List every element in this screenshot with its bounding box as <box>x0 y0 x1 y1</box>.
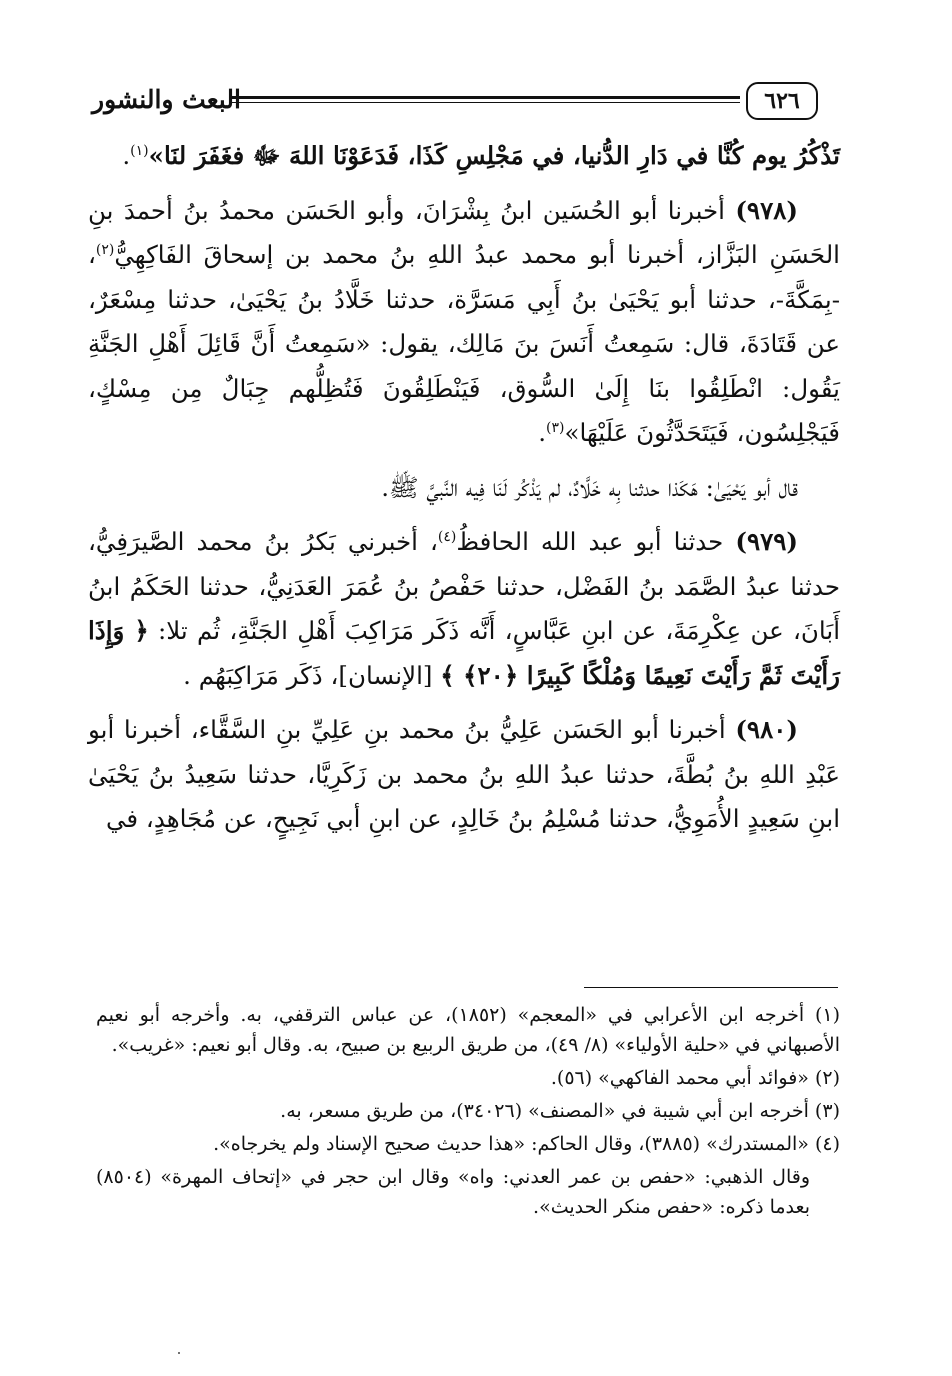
footnote-2: (٢) «فوائد أبي محمد الفاكهي» (٥٦). <box>550 1067 840 1089</box>
hadith-text: ، -بِمَكَّةَ-، حدثنا أبو يَحْيَىٰ بنُ أَبِي مَسَرَّة، حدثنا خَلَّادُ بنُ يَحْيَىٰ، حدثنا مِسْعَرٌ، عن قَتَادَةَ، قال: سَمِعتُ أَنَسَ بنَ مَالِك، يقول: «سَمِعتُ أَنَّ قَائِلَ أَهْلِ الجَنَّةِ يَقُول: انْطَلِقُوا بنَا إِلَىٰ السُّوق، فَيَنْطَلِقُونَ فَتُظِلُّهم جِبَالٌ مِن مِسْكٍ، فَيَجْلِسُون، فَيَتَحَدَّثُونَ عَلَيْهَا» <box>88 240 840 447</box>
footnote-4-continuation: وقال الذهبي: «حفص بن عمر العدني: واه» وقال ابن حجر في «إتحاف المهرة» (٨٥٠٤) بعدما ذكره: «حفص منكر الحديث». <box>96 1166 810 1218</box>
hadith-980 <box>88 708 840 842</box>
hadith-number: (٩٨٠) <box>735 715 798 744</box>
footnote-ref: (٤) <box>437 528 457 545</box>
hadith-978 <box>88 189 840 456</box>
footnotes <box>96 1000 840 1225</box>
quran-verse: ﴿ وَإِذَا رَأَيْتَ ثَمَّ رَأَيْتَ نَعِيمًا وَمُلْكًا كَبِيرًا ﴿٢٠﴾ ﴾ <box>88 616 840 690</box>
footnote-ref: (١) <box>130 142 149 159</box>
hadith-number: (٩٧٨) <box>735 195 798 225</box>
paragraph-continuation <box>88 134 840 179</box>
hadith-isnad: أخبرنا أبو الحُسَين ابنُ بِشْرَانَ، وأبو الحَسَن محمدُ بنُ أحمدَ بنِ الحَسَنِ البَزَّاز، أخبرنا أبو محمد عبدُ اللهِ بنُ محمد بن إسحاقَ الفَاكِهِيُّ <box>88 195 840 269</box>
footnote-ref: (٣) <box>546 419 565 436</box>
header-rule <box>232 96 740 103</box>
footnote-separator <box>584 987 838 988</box>
footnote-4: (٤) «المستدرك» (٣٨٨٥)، وقال الحاكم: «هذا حديث صحيح الإسناد ولم يخرجاه». <box>213 1133 840 1155</box>
main-text <box>88 134 840 842</box>
footnote-ref: (٢) <box>95 241 115 258</box>
hadith-text: تَذْكُرُ يوم كُنَّا في دَارِ الدُّنيا، في مَجْلِسِ كَذَا، فَدَعَوْنَا اللهَ ﷻ فغَفَرَ لنَا» <box>148 141 840 170</box>
hadith-number: (٩٧٩) <box>735 527 799 556</box>
footnote-3: (٣) أخرجه ابن أبي شيبة في «المصنف» (٣٤٠٢٦)، من طريق مسعر، به. <box>280 1100 840 1122</box>
surah-reference: [الإنسان]، ذَكَر مَرَاكِبَهُم . <box>183 660 441 690</box>
hadith-isnad: حدثنا أبو عبد الله الحافظُ <box>456 527 736 556</box>
page-number: ٦٢٦ <box>746 82 818 120</box>
hadith-979 <box>88 520 840 698</box>
punctuation: . <box>538 418 546 447</box>
punctuation: . <box>122 141 131 170</box>
hadith-text: ، أخبرني بَكرُ بنُ محمد الصَّيرَفِيُّ، حدثنا عبدُ الصَّمَد بنُ الفَضْل، حدثنا حَفْصُ بنُ عُمَرَ العَدَنِيُّ، حدثنا الحَكَمُ ابنُ أَبَانَ، عن عِكْرِمَةَ، عن ابنِ عَبَّاسٍ، أَنَّه ذَكَر مَرَاكِبَ أَهْلِ الجَنَّةِ، ثُم تلا: <box>88 527 841 645</box>
scan-speck <box>178 1352 180 1354</box>
page-header <box>92 82 818 122</box>
narrator-comment: قال أبو يَحْيَىٰ: هَكَذا حدثنا بِه خَلَّادٌ، لم يَذْكُر لَنَا فِيه النَّبيَّ ﷺ. <box>381 472 798 502</box>
running-title: البعث والنشور <box>92 85 241 114</box>
hadith-isnad: أخبرنا أبو الحَسَن عَلِيُّ بنُ محمد بنِ عَلِيِّ بنِ السَّقَّاء، أخبرنا أبو عَبْدِ اللهِ بنُ بُطَّةَ، حدثنا عبدُ اللهِ بنُ محمد بن زَكَرِيَّا، حدثنا سَعِيدُ بنُ يَحْيَىٰ ابنِ سَعِيدٍ الأُمَوِيُّ، حدثنا مُسْلِمُ بنُ خَالِدٍ، عن ابنِ أبي نَجِيحٍ، عن مُجَاهِدٍ، في <box>88 715 840 833</box>
footnote-1: (١) أخرجه ابن الأعرابي في «المعجم» (١٨٥٢)، عن عباس الترقفي، به. وأخرجه أبو نعيم الأصبهاني في «حلية الأولياء» (٨/ ٤٩)، من طريق الربيع بن صبيح، به. وقال أبو نعيم: «غريب». <box>96 1004 840 1056</box>
